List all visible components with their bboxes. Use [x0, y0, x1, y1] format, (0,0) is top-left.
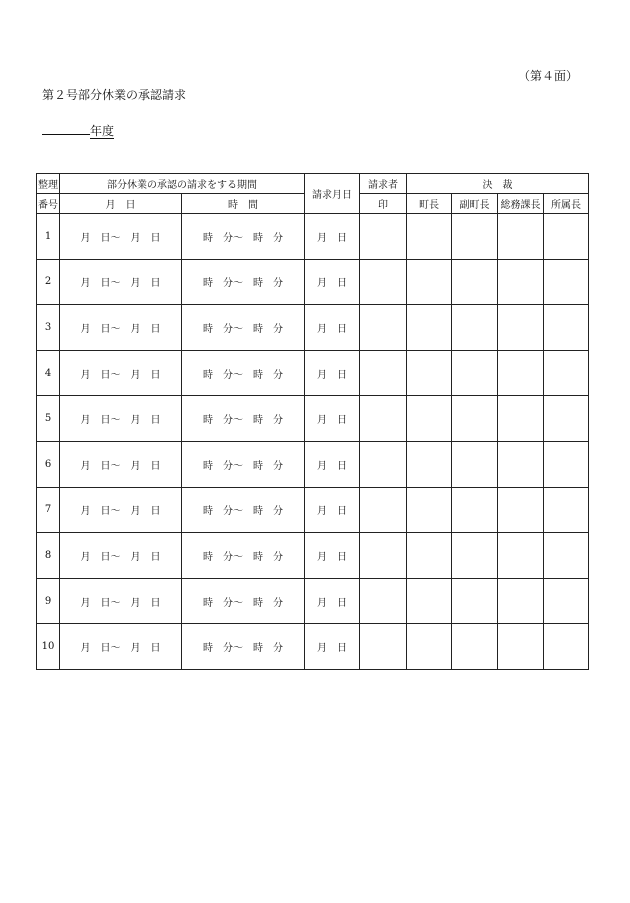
- table-row: [37, 578, 589, 624]
- row-number: 3: [37, 305, 60, 351]
- request-date-cell[interactable]: 月 日: [305, 624, 360, 670]
- approval-department-head-cell[interactable]: [544, 487, 589, 533]
- approval-general-affairs-cell[interactable]: [498, 533, 544, 579]
- row-number: 5: [37, 396, 60, 442]
- date-range-cell[interactable]: 月 日〜 月 日: [60, 441, 182, 487]
- requester-seal-cell[interactable]: [360, 441, 407, 487]
- row-number: 2: [37, 259, 60, 305]
- header-approver-deputy-mayor: 副町長: [452, 194, 498, 214]
- approval-general-affairs-cell[interactable]: [498, 624, 544, 670]
- header-approver-department-head: 所属長: [544, 194, 589, 214]
- requester-seal-cell[interactable]: [360, 578, 407, 624]
- approval-general-affairs-cell[interactable]: [498, 441, 544, 487]
- approval-mayor-cell[interactable]: [407, 533, 452, 579]
- header-seiri-top: 整理: [37, 174, 60, 194]
- date-range-cell[interactable]: 月 日〜 月 日: [60, 624, 182, 670]
- request-date-cell[interactable]: 月 日: [305, 350, 360, 396]
- header-period-title: 部分休業の承認の請求をする期間: [60, 174, 305, 194]
- requester-seal-cell[interactable]: [360, 396, 407, 442]
- row-number: 10: [37, 624, 60, 670]
- time-range-cell[interactable]: 時 分〜 時 分: [182, 259, 305, 305]
- approval-general-affairs-cell[interactable]: [498, 305, 544, 351]
- table-row: [37, 350, 589, 396]
- time-range-cell[interactable]: 時 分〜 時 分: [182, 533, 305, 579]
- date-range-cell[interactable]: 月 日〜 月 日: [60, 533, 182, 579]
- approval-department-head-cell[interactable]: [544, 214, 589, 260]
- row-number: 6: [37, 441, 60, 487]
- time-range-cell[interactable]: 時 分〜 時 分: [182, 441, 305, 487]
- requester-seal-cell[interactable]: [360, 624, 407, 670]
- approval-deputy-mayor-cell[interactable]: [452, 624, 498, 670]
- approval-mayor-cell[interactable]: [407, 305, 452, 351]
- time-range-cell[interactable]: 時 分〜 時 分: [182, 578, 305, 624]
- approval-department-head-cell[interactable]: [544, 350, 589, 396]
- approval-mayor-cell[interactable]: [407, 624, 452, 670]
- time-range-cell[interactable]: 時 分〜 時 分: [182, 396, 305, 442]
- header-approver-mayor: 町長: [407, 194, 452, 214]
- approval-deputy-mayor-cell[interactable]: [452, 259, 498, 305]
- request-date-cell[interactable]: 月 日: [305, 578, 360, 624]
- approval-department-head-cell[interactable]: [544, 259, 589, 305]
- approval-department-head-cell[interactable]: [544, 396, 589, 442]
- table-row: [37, 396, 589, 442]
- requester-seal-cell[interactable]: [360, 533, 407, 579]
- time-range-cell[interactable]: 時 分〜 時 分: [182, 350, 305, 396]
- page-number: （第４面）: [517, 69, 578, 83]
- table-row: [37, 441, 589, 487]
- requester-seal-cell[interactable]: [360, 350, 407, 396]
- request-date-cell[interactable]: 月 日: [305, 487, 360, 533]
- table-body: [37, 214, 589, 670]
- fiscal-year-blank[interactable]: [42, 122, 90, 135]
- request-date-cell[interactable]: 月 日: [305, 214, 360, 260]
- approval-mayor-cell[interactable]: [407, 396, 452, 442]
- approval-department-head-cell[interactable]: [544, 441, 589, 487]
- table-row: [37, 533, 589, 579]
- fiscal-year-label: 年度: [90, 124, 115, 138]
- approval-deputy-mayor-cell[interactable]: [452, 350, 498, 396]
- requester-seal-cell[interactable]: [360, 214, 407, 260]
- date-range-cell[interactable]: 月 日〜 月 日: [60, 305, 182, 351]
- approval-department-head-cell[interactable]: [544, 578, 589, 624]
- date-range-cell[interactable]: 月 日〜 月 日: [60, 214, 182, 260]
- requester-seal-cell[interactable]: [360, 259, 407, 305]
- row-number: 9: [37, 578, 60, 624]
- header-period-date: 月 日: [60, 194, 182, 214]
- approval-general-affairs-cell[interactable]: [498, 578, 544, 624]
- time-range-cell[interactable]: 時 分〜 時 分: [182, 624, 305, 670]
- approval-department-head-cell[interactable]: [544, 305, 589, 351]
- requester-seal-cell[interactable]: [360, 305, 407, 351]
- approval-general-affairs-cell[interactable]: [498, 214, 544, 260]
- date-range-cell[interactable]: 月 日〜 月 日: [60, 350, 182, 396]
- date-range-cell[interactable]: 月 日〜 月 日: [60, 578, 182, 624]
- time-range-cell[interactable]: 時 分〜 時 分: [182, 214, 305, 260]
- approval-deputy-mayor-cell[interactable]: [452, 214, 498, 260]
- approval-mayor-cell[interactable]: [407, 214, 452, 260]
- row-number: 1: [37, 214, 60, 260]
- approval-general-affairs-cell[interactable]: [498, 259, 544, 305]
- approval-mayor-cell[interactable]: [407, 578, 452, 624]
- approval-deputy-mayor-cell[interactable]: [452, 305, 498, 351]
- header-period-time: 時 間: [182, 194, 305, 214]
- request-date-cell[interactable]: 月 日: [305, 259, 360, 305]
- form-title: 第２号部分休業の承認請求: [42, 88, 187, 102]
- header-requester-bottom: 印: [360, 194, 407, 214]
- header-request-date: 請求月日: [305, 174, 360, 214]
- approval-deputy-mayor-cell[interactable]: [452, 533, 498, 579]
- header-approver-general-affairs: 総務課長: [498, 194, 544, 214]
- date-range-cell[interactable]: 月 日〜 月 日: [60, 259, 182, 305]
- header-decision: 決 裁: [407, 174, 589, 194]
- header-seiri-bottom: 番号: [37, 194, 60, 214]
- approval-general-affairs-cell[interactable]: [498, 350, 544, 396]
- approval-deputy-mayor-cell[interactable]: [452, 578, 498, 624]
- requester-seal-cell[interactable]: [360, 487, 407, 533]
- approval-general-affairs-cell[interactable]: [498, 396, 544, 442]
- approval-department-head-cell[interactable]: [544, 533, 589, 579]
- approval-general-affairs-cell[interactable]: [498, 487, 544, 533]
- date-range-cell[interactable]: 月 日〜 月 日: [60, 487, 182, 533]
- approval-mayor-cell[interactable]: [407, 487, 452, 533]
- time-range-cell[interactable]: 時 分〜 時 分: [182, 305, 305, 351]
- table-row: [37, 214, 589, 260]
- row-number: 8: [37, 533, 60, 579]
- header-requester-top: 請求者: [360, 174, 407, 194]
- approval-department-head-cell[interactable]: [544, 624, 589, 670]
- approval-deputy-mayor-cell[interactable]: [452, 441, 498, 487]
- request-date-cell[interactable]: 月 日: [305, 441, 360, 487]
- row-number: 4: [37, 350, 60, 396]
- approval-mayor-cell[interactable]: [407, 441, 452, 487]
- request-date-cell[interactable]: 月 日: [305, 305, 360, 351]
- table-row: [37, 259, 589, 305]
- fiscal-year-field: [42, 122, 114, 139]
- approval-mayor-cell[interactable]: [407, 259, 452, 305]
- request-date-cell[interactable]: 月 日: [305, 396, 360, 442]
- table-row: [37, 305, 589, 351]
- table-row: [37, 487, 589, 533]
- table-row: [37, 624, 589, 670]
- request-table: [36, 173, 589, 670]
- time-range-cell[interactable]: 時 分〜 時 分: [182, 487, 305, 533]
- approval-mayor-cell[interactable]: [407, 350, 452, 396]
- request-date-cell[interactable]: 月 日: [305, 533, 360, 579]
- approval-deputy-mayor-cell[interactable]: [452, 396, 498, 442]
- row-number: 7: [37, 487, 60, 533]
- approval-deputy-mayor-cell[interactable]: [452, 487, 498, 533]
- date-range-cell[interactable]: 月 日〜 月 日: [60, 396, 182, 442]
